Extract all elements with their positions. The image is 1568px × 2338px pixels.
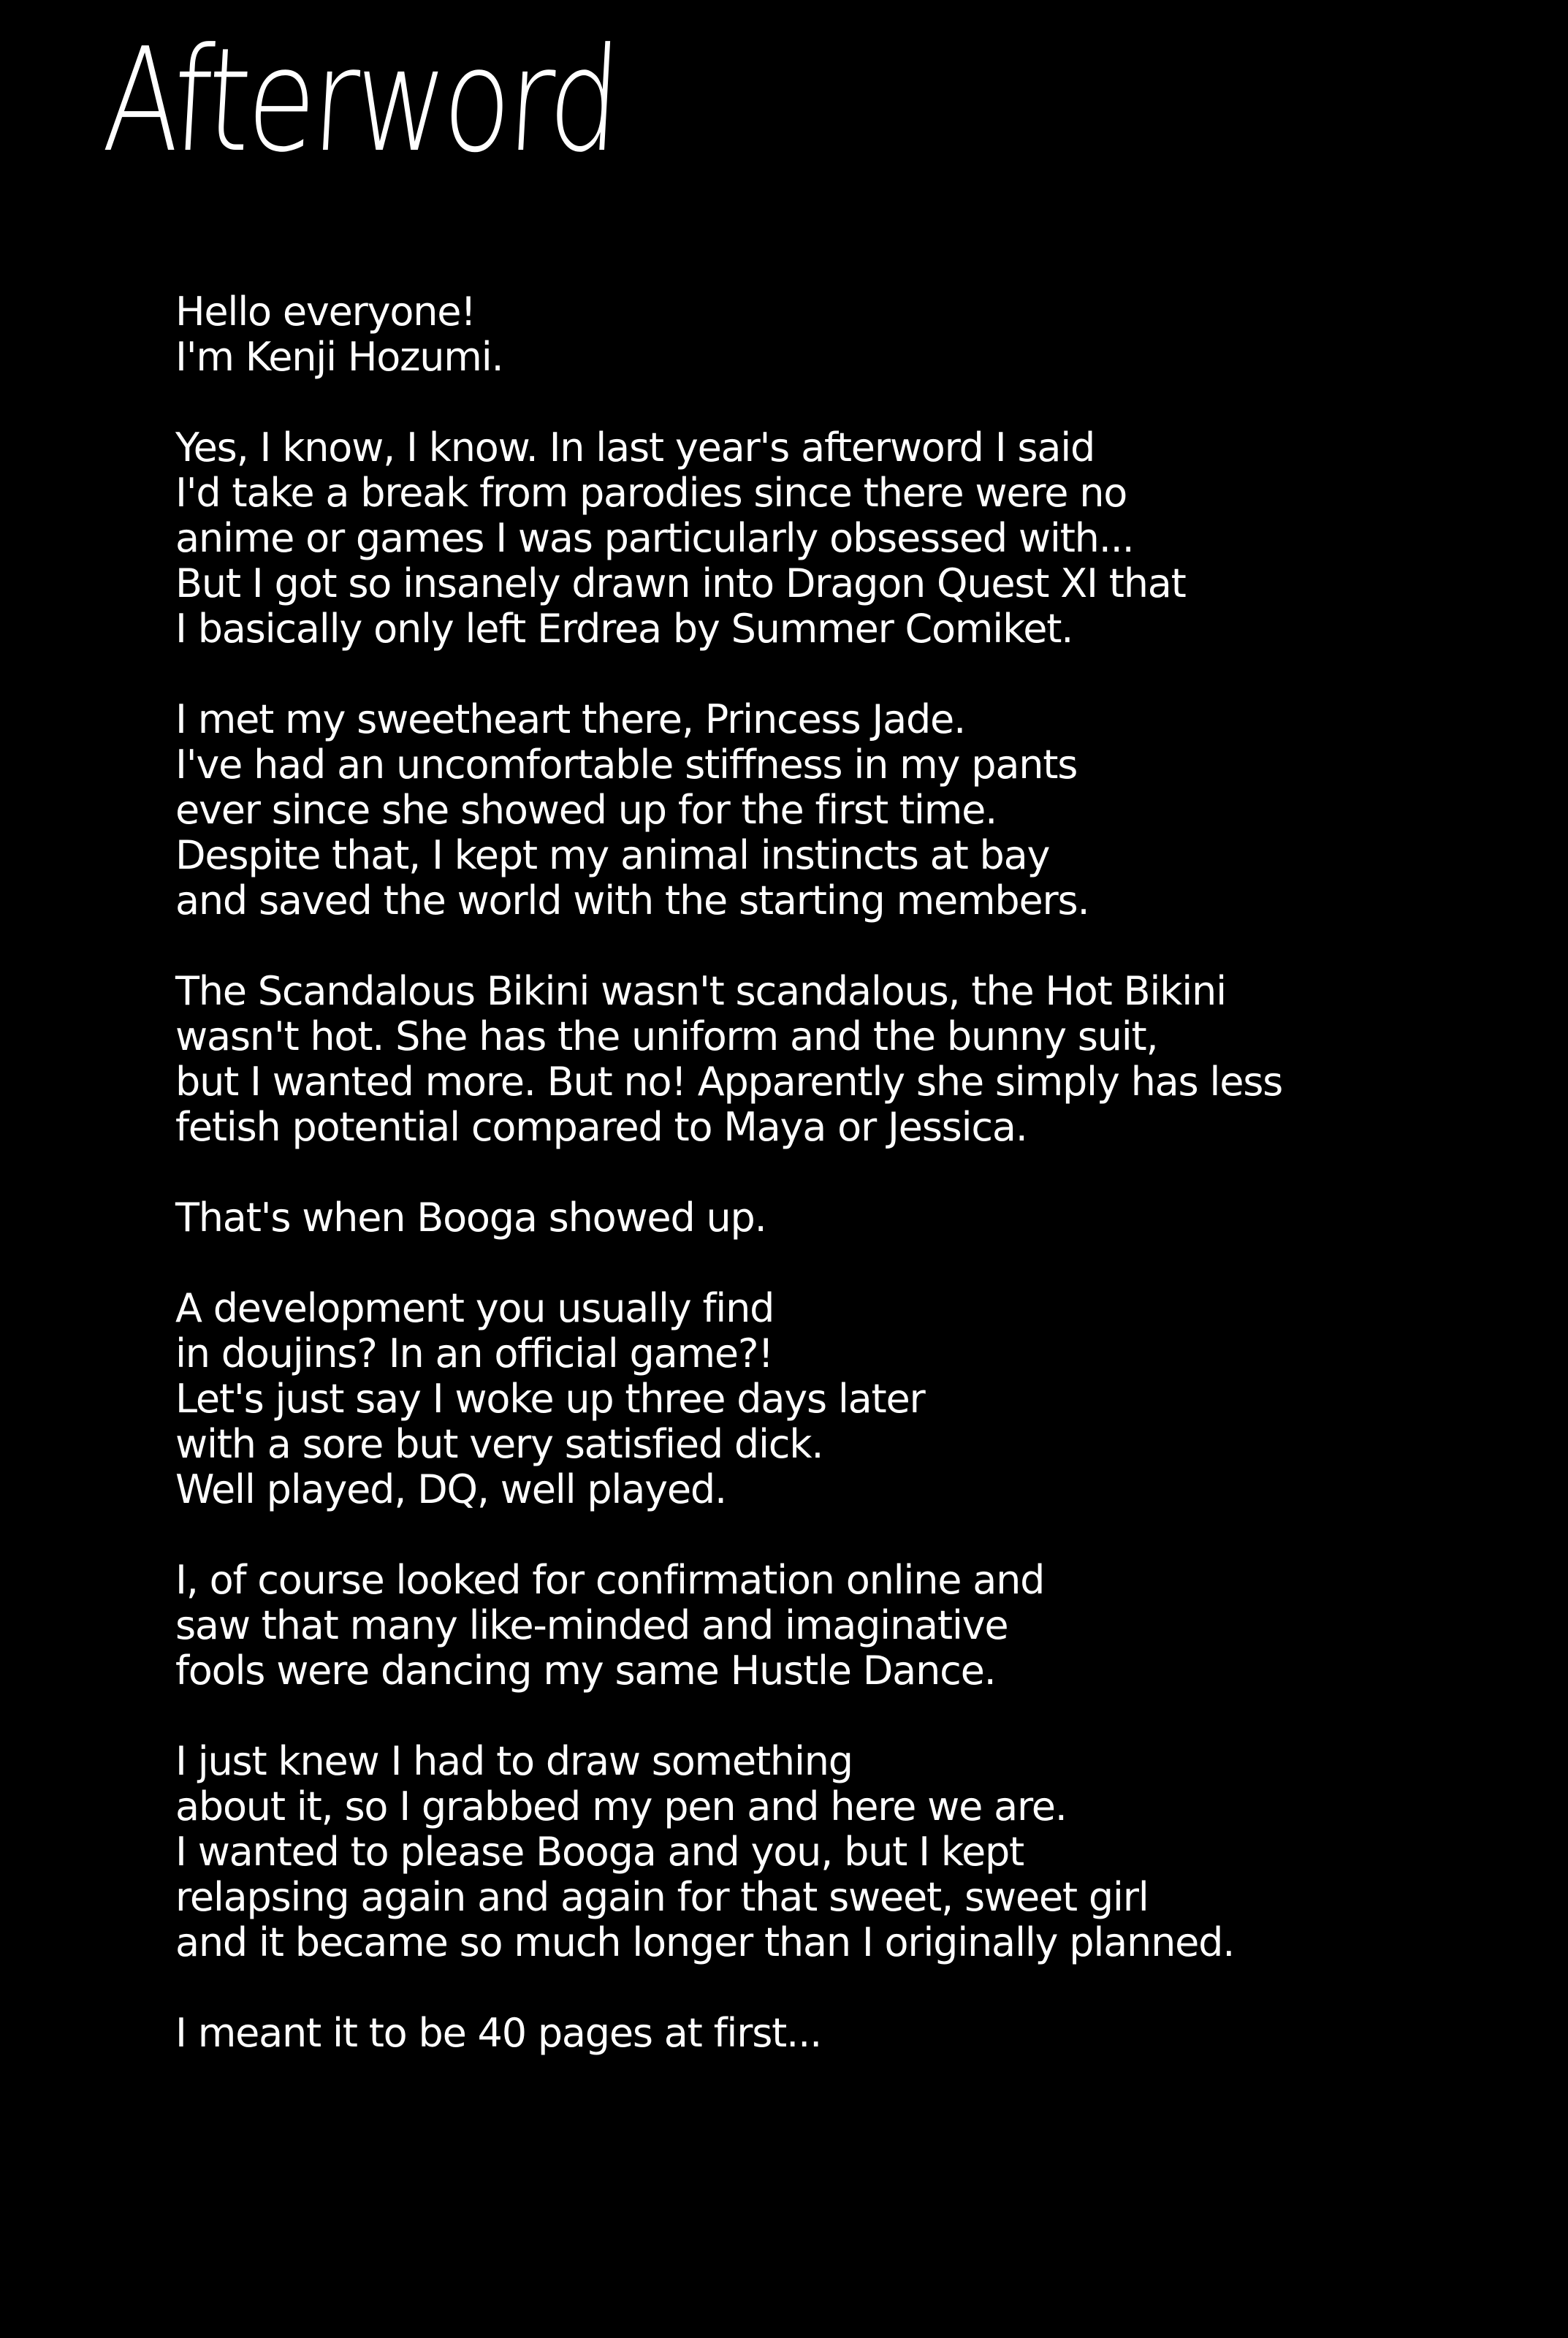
text-line: fools were dancing my same Hustle Dance. bbox=[175, 1648, 996, 1694]
text-line: wasn't hot. She has the uniform and the bunny suit, bbox=[175, 1013, 1158, 1059]
text-line: Let's just say I woke up three days later bbox=[175, 1376, 925, 1422]
text-line: anime or games I was particularly obsessed with... bbox=[175, 515, 1134, 561]
paragraph-pages bbox=[175, 2011, 1534, 2056]
text-line: I've had an uncomfortable stiffness in my pants bbox=[175, 742, 1078, 788]
text-line: about it, so I grabbed my pen and here we are. bbox=[175, 1783, 1067, 1829]
text-line: saw that many like-minded and imaginative bbox=[175, 1602, 1008, 1648]
paragraph-bikini bbox=[175, 969, 1534, 1150]
paragraph-development bbox=[175, 1286, 1534, 1512]
text-line: A development you usually find bbox=[175, 1285, 775, 1331]
text-line: I'd take a break from parodies since there were no bbox=[175, 470, 1127, 516]
text-line: I met my sweetheart there, Princess Jade. bbox=[175, 696, 966, 742]
text-line: in doujins? In an official game?! bbox=[175, 1330, 773, 1376]
text-line: I basically only left Erdrea by Summer Comiket. bbox=[175, 606, 1073, 652]
paragraph-parodies bbox=[175, 425, 1534, 652]
text-line: Despite that, I kept my animal instincts at bay bbox=[175, 832, 1050, 878]
text-line: fetish potential compared to Maya or Jessica. bbox=[175, 1104, 1027, 1150]
text-line: Hello everyone! bbox=[175, 289, 476, 335]
text-line: I'm Kenji Hozumi. bbox=[175, 334, 503, 380]
text-line: with a sore but very satisfied dick. bbox=[175, 1421, 823, 1467]
page-title: Afterword bbox=[99, 18, 621, 184]
text-line: Yes, I know, I know. In last year's afterword I said bbox=[175, 424, 1095, 471]
paragraph-confirmation bbox=[175, 1558, 1534, 1694]
text-line: But I got so insanely drawn into Dragon Quest XI that bbox=[175, 560, 1186, 606]
text-line: and it became so much longer than I originally planned. bbox=[175, 1919, 1235, 1965]
text-line: That's when Booga showed up. bbox=[175, 1195, 766, 1241]
text-line: but I wanted more. But no! Apparently she simply has less bbox=[175, 1059, 1283, 1105]
text-line: The Scandalous Bikini wasn't scandalous, the Hot Bikini bbox=[175, 968, 1226, 1014]
paragraph-princess-jade bbox=[175, 697, 1534, 924]
paragraph-greeting bbox=[175, 289, 1534, 380]
paragraph-drawing bbox=[175, 1739, 1534, 1965]
afterword-body bbox=[175, 289, 1534, 2056]
text-line: I wanted to please Booga and you, but I kept bbox=[175, 1829, 1024, 1875]
text-line: I meant it to be 40 pages at first... bbox=[175, 2010, 822, 2056]
paragraph-booga bbox=[175, 1195, 1534, 1241]
text-line: I, of course looked for confirmation online and bbox=[175, 1557, 1045, 1603]
text-line: relapsing again and again for that sweet, sweet girl bbox=[175, 1874, 1149, 1920]
text-line: and saved the world with the starting members. bbox=[175, 877, 1089, 924]
text-line: ever since she showed up for the first time. bbox=[175, 787, 997, 833]
text-line: I just knew I had to draw something bbox=[175, 1738, 853, 1784]
text-line: Well played, DQ, well played. bbox=[175, 1466, 726, 1512]
